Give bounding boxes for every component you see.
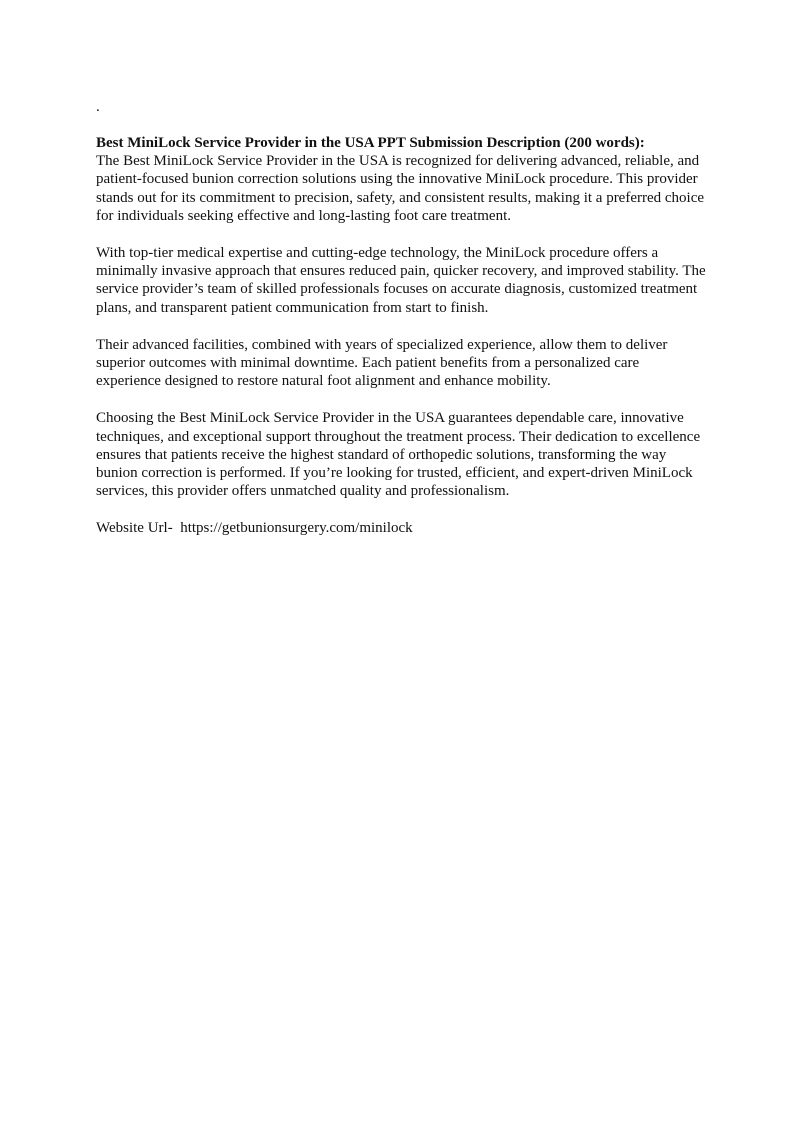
website-line	[96, 519, 706, 537]
document-heading: Best MiniLock Service Provider in the USA PPT Submission Description (200 words):	[96, 135, 645, 151]
leading-mark: .	[96, 99, 100, 115]
paragraph-choosing: Choosing the Best MiniLock Service Provider in the USA guarantees dependable care, innovative techniques, and exceptional support throughout the treatment process. Their dedication to excellence ensures that patients receive the highest standard of orthopedic solutions, transforming the way bunion correction is performed. If you’re looking for trusted, efficient, and expert-driven MiniLock services, this provider offers unmatched quality and professionalism.	[96, 410, 701, 500]
website-label: Website Url-	[96, 520, 173, 537]
document-body	[96, 98, 706, 538]
paragraph-facilities: Their advanced facilities, combined with years of specialized experience, allow them to deliver superior outcomes with minimal downtime. Each patient benefits from a personalized care experience designed to restore natural foot alignment and enhance mobility.	[96, 336, 668, 390]
paragraph-intro: The Best MiniLock Service Provider in the USA is recognized for delivering advanced, reliable, and patient-focused bunion correction solutions using the innovative MiniLock procedure. This provider stands out for its commitment to precision, safety, and consistent results, making it a preferred choice for individuals seeking effective and long-lasting foot care treatment.	[96, 153, 705, 224]
website-url[interactable]: https://getbunionsurgery.com/minilock	[180, 520, 413, 537]
paragraph-expertise: With top-tier medical expertise and cutting-edge technology, the MiniLock procedure offers a minimally invasive approach that ensures reduced pain, quicker recovery, and improved stability. The service provider’s team of skilled professionals focuses on accurate diagnosis, customized treatment plans, and transparent patient communication from start to finish.	[96, 245, 706, 316]
